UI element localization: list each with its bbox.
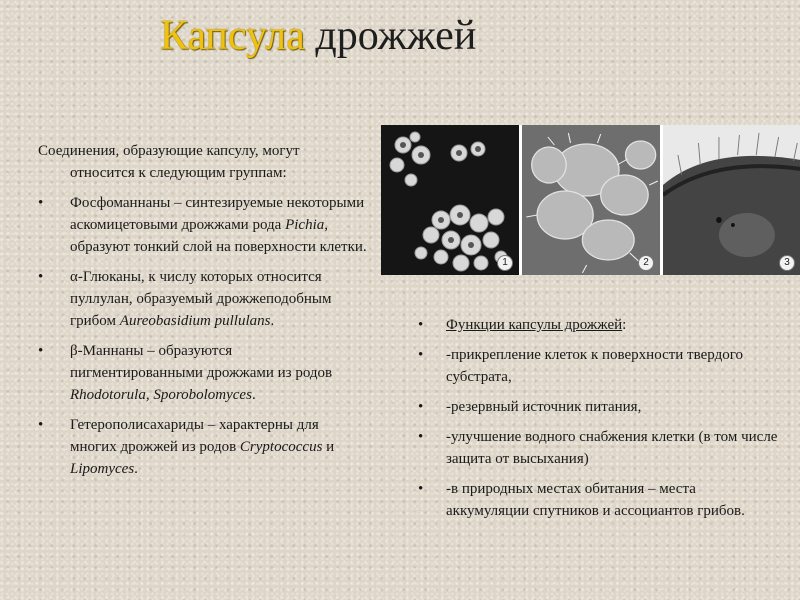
panel-number: 2 bbox=[638, 255, 654, 271]
list-item: • -резервный источник питания, bbox=[418, 396, 778, 418]
intro-line-1: Соединения, образующие капсулу, могут bbox=[38, 143, 300, 159]
micrograph-panel-2 bbox=[522, 125, 660, 275]
compound-list bbox=[38, 192, 368, 480]
function-list bbox=[418, 314, 778, 522]
panel-number: 3 bbox=[779, 255, 795, 271]
bullet-icon: • bbox=[38, 417, 44, 433]
bullet-icon: • bbox=[418, 429, 424, 445]
list-item: • -прикрепление клеток к поверхности твердого субстрата, bbox=[418, 344, 778, 388]
title-accent: Капсула bbox=[160, 13, 305, 59]
bullet-icon: • bbox=[38, 343, 44, 359]
bullet-icon: • bbox=[418, 399, 424, 415]
bullet-icon: • bbox=[38, 269, 44, 285]
left-column bbox=[38, 140, 368, 480]
list-item: • -улучшение водного снабжения клетки (в том числе защита от высыхания) bbox=[418, 426, 778, 470]
yeast-sem-micrograph-icon bbox=[522, 125, 660, 275]
list-heading: • Функции капсулы дрожжей: bbox=[418, 314, 778, 336]
bullet-icon: • bbox=[418, 347, 424, 363]
slide-title bbox=[160, 8, 476, 64]
capsule-section-micrograph-icon bbox=[663, 125, 800, 275]
right-column bbox=[418, 306, 778, 522]
list-item: • α-Глюканы, к числу которых относится пуллулан, образуемый дрожжеподобным грибом Aureobasidium pullulans. bbox=[38, 266, 368, 332]
micrograph-panel-3 bbox=[663, 125, 800, 275]
intro-text bbox=[38, 140, 368, 184]
bullet-icon: • bbox=[38, 195, 44, 211]
list-item: • Гетерополисахариды – характерны для многих дрожжей из родов Cryptococcus и Lipomyces. bbox=[38, 414, 368, 480]
micrograph-panel-1 bbox=[381, 125, 519, 275]
intro-line-2: относится к следующим группам: bbox=[70, 165, 287, 181]
yeast-cells-micrograph-icon bbox=[381, 125, 519, 275]
list-item: • Фосфоманнаны – синтезируемые некоторыми аскомицетовыми дрожжами рода Pichia, образуют тонкий слой на поверхности клетки. bbox=[38, 192, 368, 258]
bullet-icon: • bbox=[418, 317, 424, 333]
micrograph-strip bbox=[381, 125, 800, 275]
panel-number: 1 bbox=[497, 255, 513, 271]
list-item: • β-Маннаны – образуются пигментированными дрожжами из родов Rhodotorula, Sporobolomyces. bbox=[38, 340, 368, 406]
list-item: • -в природных местах обитания – места аккумуляции спутников и ассоциантов грибов. bbox=[418, 478, 778, 522]
functions-heading: Функции капсулы дрожжей bbox=[446, 317, 623, 333]
title-rest: дрожжей bbox=[315, 13, 477, 59]
bullet-icon: • bbox=[418, 481, 424, 497]
